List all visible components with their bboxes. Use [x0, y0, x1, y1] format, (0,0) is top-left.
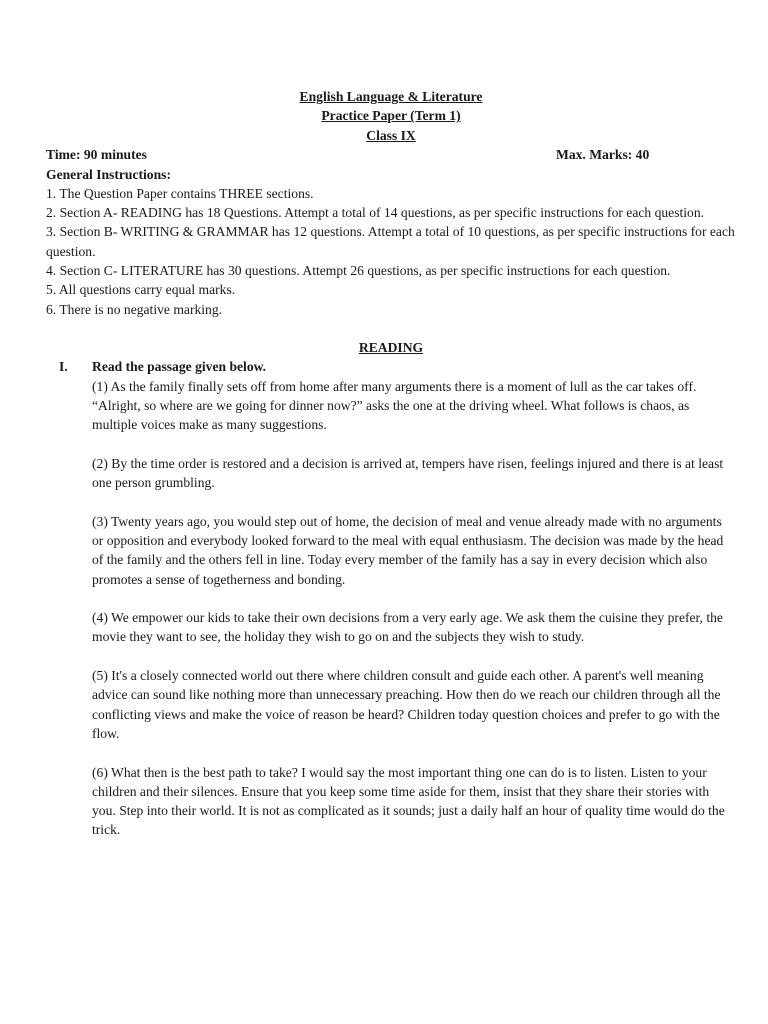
- passage-paragraph: (5) It's a closely connected world out there where children consult and guide each other. A parent's well meaning advice can sound like nothing more than unnecessary preaching. How then do we reach our children through all the conflicting views and make the voice of reason be heard? Children today question choices and prefer to go with the flow.: [92, 668, 721, 741]
- question-instruction: Read the passage given below.: [92, 359, 267, 375]
- paper-subject-title: English Language & Literature: [299, 89, 483, 104]
- time-allowed: Time: 90 minutes: [46, 147, 147, 163]
- passage-paragraph: (1) As the family finally sets off from home after many arguments there is a moment of lull as the car takes off. “Alright, so where are we going for dinner now?” asks the one at the driving wheel. What follows is chaos, as multiple voices make as many suggestions.: [92, 378, 697, 433]
- instruction-item: 5. All questions carry equal marks.: [46, 282, 236, 298]
- max-marks: Max. Marks: 40: [556, 147, 650, 163]
- general-instructions: [46, 165, 736, 319]
- document-page: [46, 87, 736, 859]
- instructions-title: General Instructions:: [46, 166, 171, 182]
- passage-paragraph: (2) By the time order is restored and a decision is arrived at, tempers have risen, feelings injured and there is at least one person grumbling.: [92, 455, 724, 491]
- instruction-item: 4. Section C- LITERATURE has 30 questions. Attempt 26 questions, as per specific instructions for each question.: [46, 263, 671, 279]
- instruction-item: 1. The Question Paper contains THREE sections.: [46, 185, 314, 201]
- passage-paragraph: (4) We empower our kids to take their own decisions from a very early age. We ask them the cuisine they prefer, the movie they want to see, the holiday they wish to go on and the subjects they wish to study.: [92, 610, 723, 645]
- passage-paragraph: (6) What then is the best path to take? I would say the most important thing one can do is to listen. Listen to your children and their silences. Ensure that you keep some time aside for them, insist that they share their stories with you. Step into their world. It is not as complicated as it sounds; just a daily half an hour of quality time would do the trick.: [92, 764, 725, 838]
- class-title: Class IX: [366, 127, 416, 143]
- passage-paragraph: (3) Twenty years ago, you would step out of home, the decision of meal and venue already made with no arguments or opposition and everybody looked forward to the meal with equal enthusiasm. The decision was made by the head of the family and the others fell in line. Today every member of the family has a say in every decision which also promotes a sense of togetherness and bonding.: [92, 513, 724, 587]
- paper-type-title: Practice Paper (Term 1): [321, 108, 461, 124]
- instruction-item: 6. There is no negative marking.: [46, 301, 223, 317]
- instruction-item: 3. Section B- WRITING & GRAMMAR has 12 questions. Attempt a total of 10 questions, as per specific instructions for each question.: [46, 224, 735, 259]
- question-number: I.: [59, 359, 68, 375]
- reading-section-heading: READING: [358, 339, 424, 355]
- reading-passage: [92, 377, 732, 840]
- question-header: [46, 357, 736, 376]
- instruction-item: 2. Section A- READING has 18 Questions. Attempt a total of 14 questions, as per specific instructions for each question.: [46, 205, 705, 221]
- exam-meta-row: [46, 145, 736, 164]
